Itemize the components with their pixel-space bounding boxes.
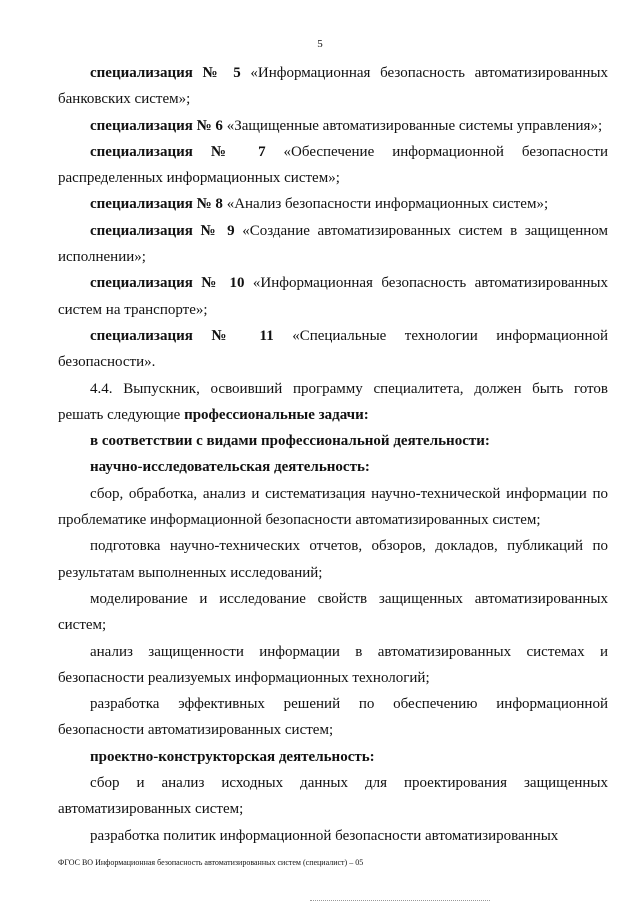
line-text: анализ защищенности информации в автоматизированных системах и xyxy=(90,643,608,660)
paragraph-first-line xyxy=(58,533,608,559)
paragraph-first-line xyxy=(58,586,608,612)
paragraph-continuation-line xyxy=(58,297,608,323)
line-text: «Информационная безопасность автоматизированных xyxy=(244,275,608,292)
paragraph-continuation-line xyxy=(58,402,608,428)
bold-term: научно-исследовательская деятельность: xyxy=(90,459,370,476)
bold-term: в соответствии с видами профессиональной деятельности: xyxy=(90,433,490,450)
scan-artifact-line xyxy=(310,900,490,903)
paragraph-first-line xyxy=(58,323,608,349)
bold-term: специализация № 9 xyxy=(90,222,235,239)
paragraph-first-line xyxy=(58,191,608,217)
paragraph-continuation-line xyxy=(58,86,608,112)
line-text: разработка политик информационной безопасности автоматизированных xyxy=(90,827,559,844)
paragraph-continuation-line xyxy=(58,507,608,533)
line-text: банковских систем»; xyxy=(58,91,191,108)
paragraph-first-line xyxy=(58,639,608,665)
line-text: автоматизированных систем; xyxy=(58,801,244,818)
paragraph-continuation-line xyxy=(58,560,608,586)
paragraph-continuation-line xyxy=(58,665,608,691)
paragraph-first-line xyxy=(58,376,608,402)
line-text: решать следующие xyxy=(58,406,185,423)
line-text: безопасности реализуемых информационных технологий; xyxy=(58,669,430,686)
bold-term: специализация № 7 xyxy=(90,143,266,160)
bold-term: специализация № 8 xyxy=(90,196,223,213)
line-text: безопасности». xyxy=(58,354,156,371)
bold-term: специализация № 11 xyxy=(90,327,274,344)
paragraph-first-line xyxy=(58,481,608,507)
line-text: сбор, обработка, анализ и систематизация научно-технической информации по xyxy=(90,485,608,502)
line-text: «Специальные технологии информационной xyxy=(273,327,608,344)
line-text: 4.4. Выпускник, освоивший программу специалитета, должен быть готов xyxy=(90,380,608,397)
paragraph-continuation-line xyxy=(58,796,608,822)
page-footer: ФГОС ВО Информационная безопасность автоматизированных систем (специалист) – 05 xyxy=(58,858,364,867)
paragraph-continuation-line xyxy=(58,165,608,191)
paragraph-first-line xyxy=(58,823,608,849)
bold-term: специализация № 10 xyxy=(90,275,245,292)
paragraph-first-line xyxy=(58,139,608,165)
paragraph-first-line xyxy=(58,770,608,796)
paragraph-first-line xyxy=(58,60,608,86)
line-text: проблематике информационной безопасности автоматизированных систем; xyxy=(58,512,541,529)
line-text: сбор и анализ исходных данных для проектирования защищенных xyxy=(90,775,608,792)
line-text: «Анализ безопасности информационных систем»; xyxy=(222,196,549,213)
bold-term: проектно-конструкторская деятельность: xyxy=(90,748,375,765)
line-text: «Обеспечение информационной безопасности xyxy=(265,143,608,160)
line-text: безопасности автоматизированных систем; xyxy=(58,722,334,739)
paragraph-continuation-line xyxy=(58,244,608,270)
paragraph-continuation-line xyxy=(58,612,608,638)
paragraph-first-line xyxy=(58,113,608,139)
paragraph-continuation-line xyxy=(58,717,608,743)
line-text: распределенных информационных систем»; xyxy=(58,170,340,187)
bold-term: профессиональные задачи: xyxy=(184,406,369,423)
line-text: «Защищенные автоматизированные системы управления»; xyxy=(222,117,603,134)
line-text: разработка эффективных решений по обеспечению информационной xyxy=(90,696,608,713)
paragraph-first-line xyxy=(58,691,608,717)
line-text: «Информационная безопасность автоматизированных xyxy=(240,65,608,81)
paragraph-first-line xyxy=(58,428,608,454)
line-text: подготовка научно-технических отчетов, обзоров, докладов, публикаций по xyxy=(90,538,608,555)
bold-term: специализация № 6 xyxy=(90,117,223,134)
line-text: систем на транспорте»; xyxy=(58,301,208,318)
page-number: 5 xyxy=(317,38,323,50)
paragraph-first-line xyxy=(58,744,608,770)
paragraph-continuation-line xyxy=(58,349,608,375)
line-text: «Создание автоматизированных систем в защищенном xyxy=(234,222,608,239)
document-body xyxy=(58,60,608,849)
bold-term: специализация № 5 xyxy=(90,65,241,81)
line-text: систем; xyxy=(58,617,107,634)
paragraph-first-line xyxy=(58,454,608,480)
paragraph-first-line xyxy=(58,270,608,296)
line-text: моделирование и исследование свойств защищенных автоматизированных xyxy=(90,590,608,607)
line-text: исполнении»; xyxy=(58,249,146,266)
paragraph-first-line xyxy=(58,218,608,244)
line-text: результатам выполненных исследований; xyxy=(58,564,323,581)
